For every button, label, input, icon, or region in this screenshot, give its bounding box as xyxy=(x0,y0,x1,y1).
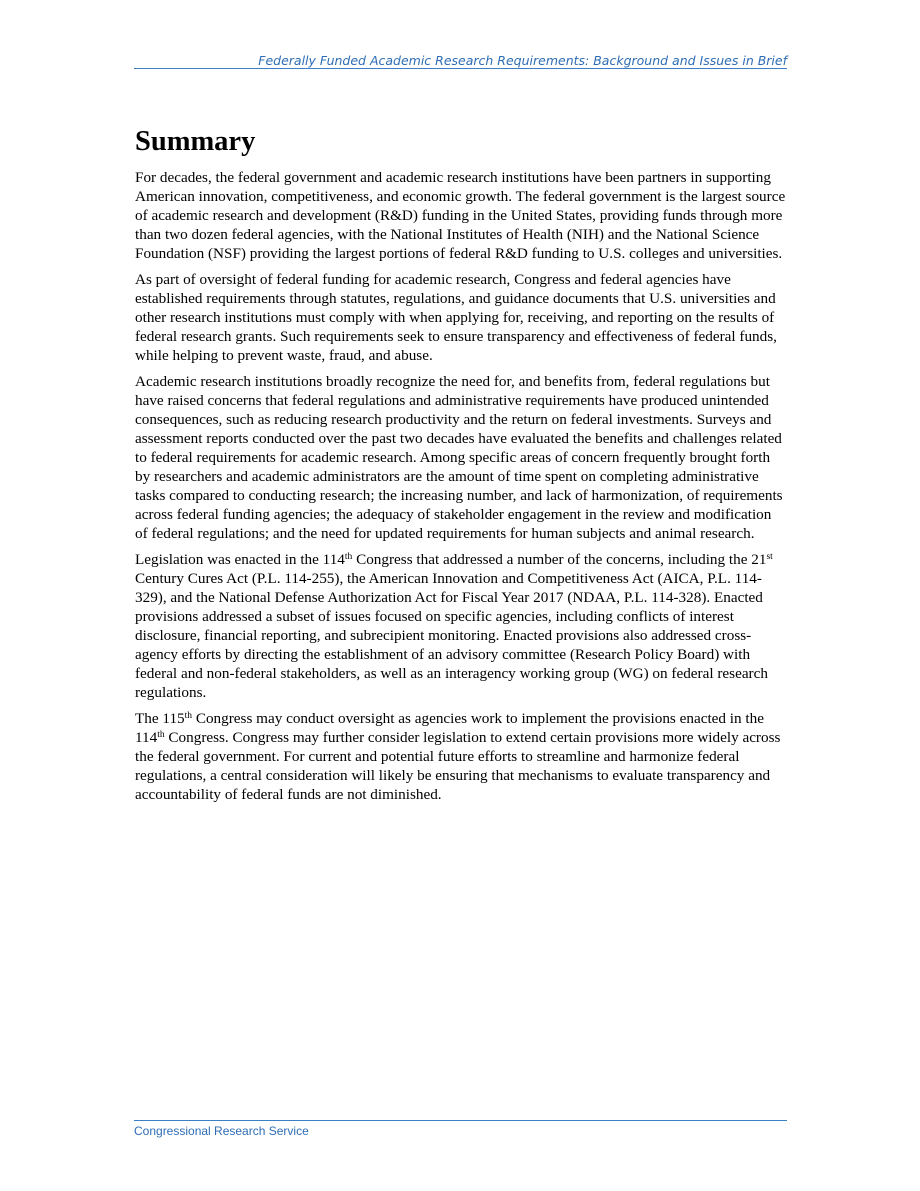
paragraph-5-text-2: Congress may conduct oversight as agencies work to implement the provisions enacted in the 114 xyxy=(135,710,764,746)
page-footer xyxy=(134,1120,787,1138)
ordinal-suffix: th xyxy=(157,730,165,740)
paragraph-1: For decades, the federal government and academic research institutions have been partners in supporting American innovation, competitiveness, and economic growth. The federal government is the largest source of academic research and development (R&D) funding in the United States, providing funds through more than two dozen federal agencies, with the National Institutes of Health (NIH) and the National Science Foundation (NSF) providing the largest portions of federal R&D funding to U.S. colleges and universities. xyxy=(135,169,786,262)
ordinal-suffix: th xyxy=(184,711,193,721)
summary-section xyxy=(135,124,787,811)
footer-publisher: Congressional Research Service xyxy=(134,1124,309,1138)
ordinal-suffix: st xyxy=(766,552,773,562)
paragraph-4-text-2: Congress that addressed a number of the concerns, including the 21 xyxy=(352,551,767,568)
paragraph-2: As part of oversight of federal funding for academic research, Congress and federal agencies have established requirements through statutes, regulations, and guidance documents that U.S. universities and other research institutions must comply with when applying for, receiving, and reporting on the results of federal research grants. Such requirements seek to ensure transparency and effectiveness of federal funds, while helping to prevent waste, fraud, and abuse. xyxy=(135,271,777,364)
paragraph-5-text-3: Congress. Congress may further consider legislation to extend certain provisions more widely across the federal government. For current and potential future efforts to streamline and harmonize federal regulations, a central consideration will likely be ensuring that mechanisms to evaluate transparency and accountability of federal funds are not diminished. xyxy=(135,729,781,803)
section-title: Summary xyxy=(135,126,256,157)
paragraph-4 xyxy=(135,550,787,702)
running-header xyxy=(134,54,787,69)
running-header-title: Federally Funded Academic Research Requirements: Background and Issues in Brief xyxy=(258,53,787,68)
paragraph-5 xyxy=(135,709,787,804)
paragraph-5-text-1: The 115 xyxy=(135,710,185,727)
ordinal-suffix: th xyxy=(344,552,353,562)
paragraph-3: Academic research institutions broadly recognize the need for, and benefits from, federal regulations but have raised concerns that federal regulations and administrative requirements have produced unintended consequences, such as reducing research productivity and the return on federal investments. Surveys and assessment reports conducted over the past two decades have evaluated the benefits and challenges related to federal requirements for academic research. Among specific areas of concern frequently brought forth by researchers and academic administrators are the amount of time spent on completing administrative tasks compared to conducting research; the increasing number, and lack of harmonization, of requirements across federal funding agencies; the adequacy of stakeholder engagement in the review and modification of federal regulations; and the need for updated requirements for human subjects and animal research. xyxy=(135,373,783,542)
paragraph-4-text-1: Legislation was enacted in the 114 xyxy=(135,551,345,568)
paragraph-4-text-3: Century Cures Act (P.L. 114-255), the American Innovation and Competitiveness Act (AICA, P.L. 114-329), and the National Defense Authorization Act for Fiscal Year 2017 (NDAA, P.L. 114-328). Enacted provisions addressed a subset of issues focused on specific agencies, including conflicts of interest disclosure, financial reporting, and subrecipient monitoring. Enacted provisions also addressed cross-agency efforts by directing the establishment of an advisory committee (Research Policy Board) with federal and non-federal stakeholders, as well as an interagency working group (WG) on federal research regulations. xyxy=(135,570,768,701)
